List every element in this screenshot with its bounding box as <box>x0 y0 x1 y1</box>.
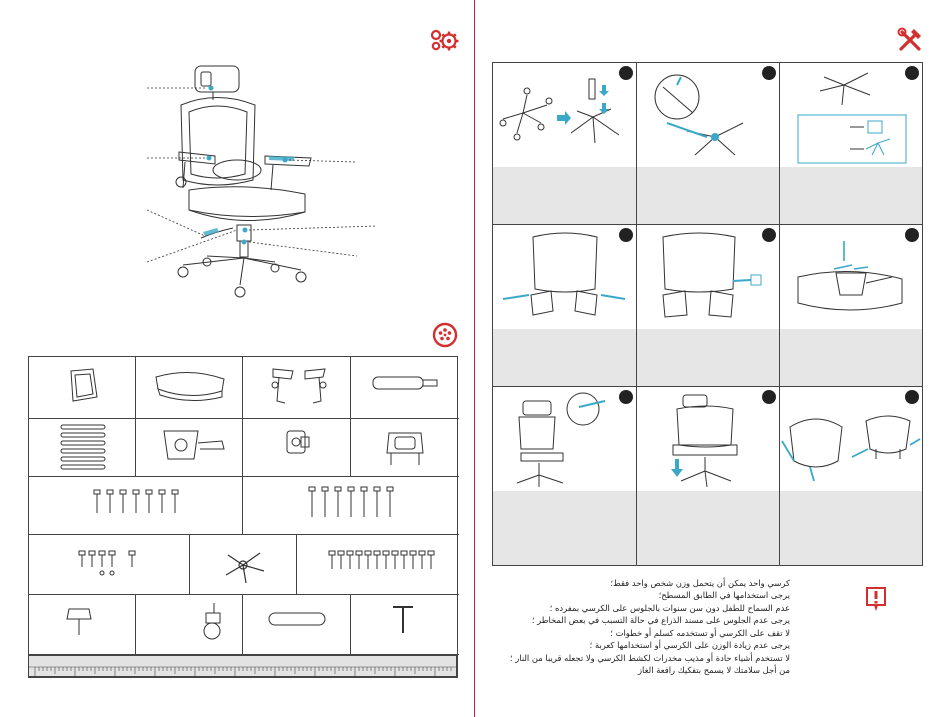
parts-table <box>28 356 458 678</box>
parts-dots-icon <box>432 322 458 348</box>
assembly-step-4 <box>493 225 637 387</box>
part-screws-set-a <box>29 477 243 535</box>
assembly-step-6 <box>780 225 922 387</box>
warning-icon <box>866 587 886 613</box>
part-caster-wheel <box>136 595 243 655</box>
part-screws-set-d <box>297 535 459 595</box>
warning-line-1: كرسي واحد يمكن أن يتحمل وزن شخص واحد فقط؛ <box>610 578 790 588</box>
part-allen-key <box>351 595 459 655</box>
step-number-badge <box>905 228 919 242</box>
assembly-steps-grid <box>492 62 923 566</box>
warning-line-5: لا تقف على الكرسي أو تستخدمه كسلم أو خطوات ؛ <box>610 628 790 638</box>
part-seat-cushion <box>136 357 243 419</box>
part-knob <box>29 595 136 655</box>
part-star-base <box>190 535 297 595</box>
chair-overview-diagram <box>145 60 385 305</box>
measuring-ruler <box>28 655 457 677</box>
assembly-step-3 <box>780 63 922 225</box>
part-seat-mechanism <box>136 419 243 477</box>
warning-line-4: يرجى عدم الجلوس على مسند الذراع في حالة التسبب في بعض المخاطر ؛ <box>531 615 790 625</box>
page-divider <box>474 0 475 717</box>
warning-line-8: من أجل سلامتك لا يسمح بتفكيك رافعة الغاز <box>638 665 790 675</box>
step-number-badge <box>619 228 633 242</box>
assembly-step-2 <box>637 63 780 225</box>
warning-line-2: يرجى استخدامها في الطابق المسطح؛ <box>658 590 790 600</box>
step-number-badge <box>905 66 919 80</box>
step-number-badge <box>619 66 633 80</box>
warning-line-3: عدم السماح للطفل دون سن سنوات بالجلوس على الكرسي بمفرده ؛ <box>549 603 790 613</box>
part-armrests <box>243 357 351 419</box>
assembly-step-1 <box>493 63 637 225</box>
step-number-badge <box>619 390 633 404</box>
step-number-badge <box>762 390 776 404</box>
part-tilt-knob <box>243 419 351 477</box>
part-backrest-strips <box>29 419 136 477</box>
part-backrest-frame <box>351 419 459 477</box>
part-armrest-pad <box>243 595 351 655</box>
step-number-badge <box>762 228 776 242</box>
assembly-step-8 <box>637 387 780 565</box>
step-number-badge <box>905 390 919 404</box>
tools-icon <box>896 26 924 54</box>
part-screws-set-b <box>243 477 459 535</box>
part-gas-lift <box>351 357 459 419</box>
assembly-step-5 <box>637 225 780 387</box>
gears-icon <box>428 27 460 53</box>
warning-line-6: يرجى عدم زيادة الوزن على الكرسي أو استخدامها كعربة ؛ <box>589 640 790 650</box>
warning-line-7: لا تستخدم أشياء حادة أو مذيب مخدرات لكشط الكرسي ولا تجعله قريبا من النار ؛ <box>509 653 790 663</box>
assembly-step-7 <box>493 387 637 565</box>
part-headrest <box>29 357 136 419</box>
step-number-badge <box>762 66 776 80</box>
assembly-step-9 <box>780 387 922 565</box>
part-screws-set-c <box>29 535 190 595</box>
